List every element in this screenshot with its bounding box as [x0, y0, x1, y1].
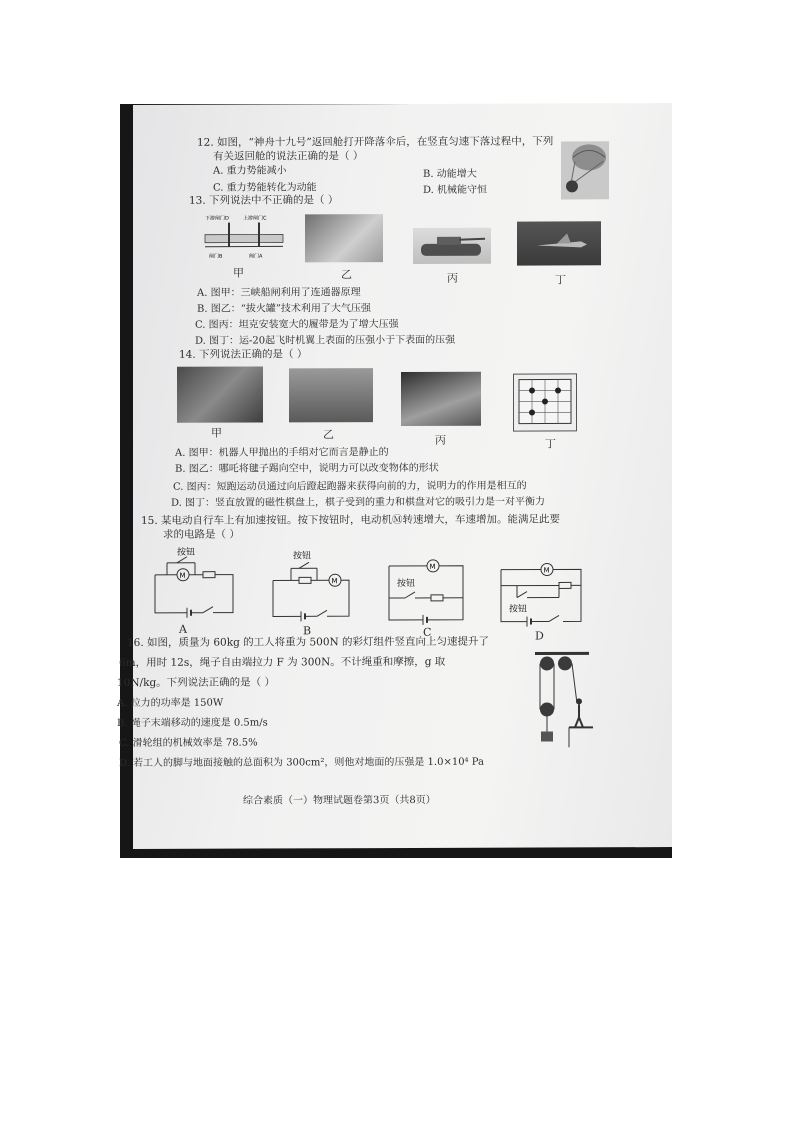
- cupping-photo: [305, 214, 383, 262]
- circuit-b: [271, 548, 355, 624]
- q13-option-c: C. 图丙：坦克安装宽大的履带是为了增大压强: [195, 319, 399, 331]
- q12-option-b: B. 动能增大: [423, 168, 477, 180]
- q13-option-b: B. 图乙：“拔火罐”技术利用了大气压强: [197, 303, 371, 315]
- magnetic-chessboard-photo: [513, 373, 577, 431]
- q16-option-c: C. 滑轮组的机械效率是 78.5%: [119, 737, 258, 749]
- q13-caption-yi: 乙: [341, 268, 352, 282]
- q14-caption-bing: 丙: [435, 433, 446, 447]
- q14-option-b: B. 图乙：哪吒将毽子踢向空中，说明力可以改变物体的形状: [175, 462, 439, 475]
- q14-caption-yi: 乙: [323, 428, 334, 442]
- q14-option-c: C. 图丙：短跑运动员通过向后蹬起跑器来获得向前的力，说明力的作用是相互的: [173, 480, 527, 493]
- q12-option-d: D. 机械能守恒: [423, 184, 488, 196]
- q15-stem-line1: 15. 某电动自行车上有加速按钮。按下按钮时，电动机Ⓜ转速增大，车速增加。能满足此要: [141, 513, 561, 527]
- lock-label-gate-b: 闸门B: [209, 253, 223, 260]
- q15-caption-c: C: [423, 625, 432, 639]
- q16-stem-line3: 10N/kg。下列说法正确的是（ ）: [117, 676, 276, 689]
- q13-caption-bing: 丙: [447, 271, 458, 285]
- circuit-b-motor: M: [331, 577, 338, 586]
- circuit-c: [387, 550, 471, 626]
- robot-dance-photo: [177, 366, 263, 422]
- q12-stem-line1: 12. 如图，“神舟十九号”返回舱打开降落伞后，在竖直匀速下落过程中，下列: [197, 135, 554, 149]
- q15-caption-a: A: [179, 622, 187, 636]
- nezha-photo: [289, 368, 373, 422]
- q16-option-a: A. 拉力的功率是 150W: [117, 697, 224, 709]
- lock-label-downstream-gate: 下游闸门D: [205, 215, 229, 222]
- q16-option-d: D. 若工人的脚与地面接触的总面积为 300cm²，则他对地面的压强是 1.0×10⁴ Pa: [119, 756, 484, 769]
- exam-page: [117, 103, 672, 849]
- q12-stem-line2: 有关返回舱的说法正确的是（ ）: [213, 150, 364, 163]
- q15-caption-b: B: [303, 624, 312, 638]
- sprinter-photo: [401, 372, 481, 426]
- q14-option-a: A. 图甲：机器人甲抛出的手绢对它而言是静止的: [175, 447, 389, 459]
- lock-label-upstream-gate: 上游闸门C: [243, 215, 267, 222]
- parachute-capsule-photo: [561, 141, 609, 199]
- q14-caption-jia: 甲: [211, 426, 222, 440]
- q13-caption-jia: 甲: [233, 266, 244, 280]
- q14-option-d: D. 图丁：竖直放置的磁性棋盘上，棋子受到的重力和棋盘对它的吸引力是一对平衡力: [171, 496, 546, 509]
- pulley-system-diagram: [533, 649, 593, 747]
- q16-stem-line2: 6m，用时 12s，绳子自由端拉力 F 为 300N。不计绳重和摩擦，g 取: [119, 655, 446, 669]
- circuit-d: [497, 551, 587, 629]
- aircraft-photo: [517, 221, 601, 265]
- q13-caption-ding: 丁: [555, 273, 566, 287]
- q13-option-d: D. 图丁：运-20起飞时机翼上表面的压强小于下表面的压强: [195, 334, 456, 347]
- circuit-a: [153, 545, 237, 621]
- circuit-a-motor: M: [179, 571, 186, 580]
- q15-stem-line2: 求的电路是（ ）: [163, 528, 240, 541]
- ship-lock-diagram: [203, 212, 285, 260]
- q13-option-a: A. 图甲：三峡船闸利用了连通器原理: [197, 287, 361, 299]
- q15-caption-d: D: [535, 629, 544, 643]
- q16-option-b: B. 绳子末端移动的速度是 0.5m/s: [117, 717, 268, 729]
- page-footer: 综合素质（一）物理试题卷第3页（共8页）: [243, 794, 436, 807]
- circuit-c-button-label: 按钮: [397, 578, 416, 590]
- circuit-d-motor: M: [543, 566, 550, 575]
- circuit-c-motor: M: [429, 562, 436, 571]
- lock-label-valve-a: 阀门A: [249, 253, 263, 260]
- q12-option-c: C. 重力势能转化为动能: [213, 182, 317, 194]
- q13-stem: 13. 下列说法中不正确的是（ ）: [189, 194, 339, 207]
- circuit-b-button-label: 按钮: [293, 551, 312, 562]
- circuit-d-button-label: 按钮: [509, 604, 528, 615]
- circuit-a-button-label: 按钮: [177, 547, 196, 558]
- q16-stem-line1: 16. 如图，质量为 60kg 的工人将重为 500N 的彩灯组件竖直向上匀速提升了: [127, 635, 490, 649]
- q12-option-a: A. 重力势能减小: [213, 165, 287, 177]
- q14-caption-ding: 丁: [545, 437, 556, 451]
- tank-photo: [413, 228, 491, 264]
- q14-stem: 14. 下列说法正确的是（ ）: [179, 348, 308, 361]
